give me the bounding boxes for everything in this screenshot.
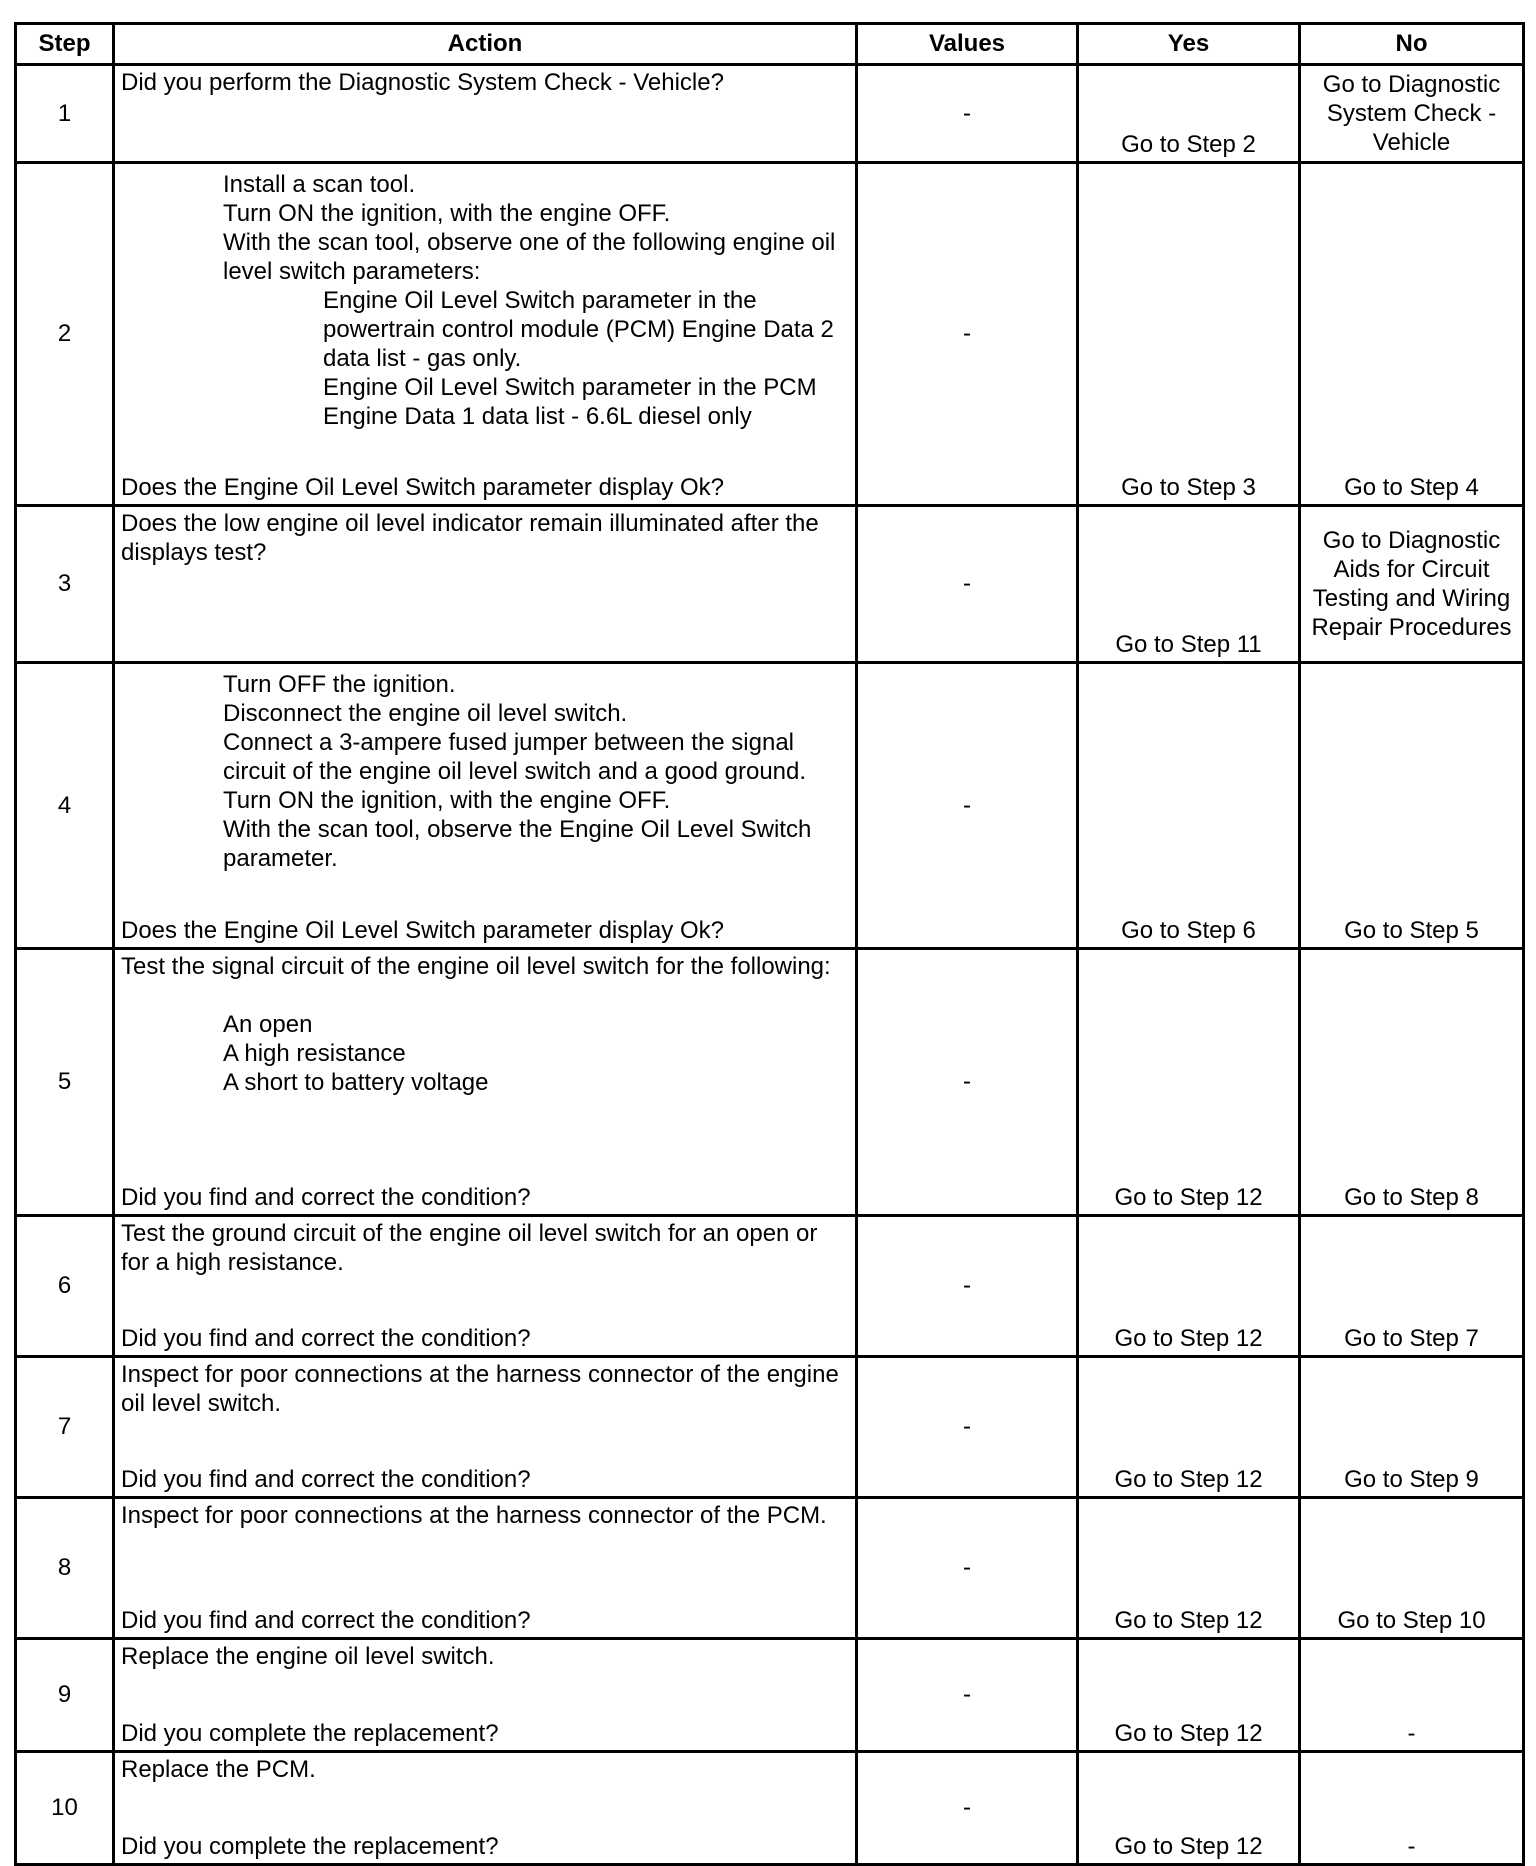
values-cell: - [857, 163, 1078, 506]
action-cell [114, 1357, 857, 1498]
action-question: Did you find and correct the condition? [121, 1466, 531, 1493]
action-cell [114, 1639, 857, 1752]
no-cell: - [1300, 1752, 1524, 1865]
action-subitem: Engine Oil Level Switch parameter in the powertrain control module (PCM) Engine Data 2 data list - gas only. [323, 287, 834, 372]
step-number: 2 [16, 163, 114, 506]
yes-cell: Go to Step 2 [1078, 65, 1300, 163]
action-intro: Inspect for poor connections at the harness connector of the PCM. [121, 1502, 827, 1529]
yes-cell: Go to Step 11 [1078, 506, 1300, 663]
values-cell: - [857, 949, 1078, 1216]
values-cell: - [857, 1498, 1078, 1639]
table-row [16, 1752, 1524, 1865]
action-question: Did you find and correct the condition? [121, 1325, 531, 1352]
yes-cell: Go to Step 12 [1078, 1498, 1300, 1639]
no-cell: Go to Diagnostic Aids for Circuit Testing and Wiring Repair Procedures [1300, 506, 1524, 663]
action-cell [114, 163, 857, 506]
values-cell: - [857, 663, 1078, 949]
header-values: Values [857, 24, 1078, 65]
action-intro: Test the ground circuit of the engine oil level switch for an open or for a high resistance. [121, 1220, 818, 1276]
table-row [16, 663, 1524, 949]
step-number: 1 [16, 65, 114, 163]
table-row [16, 1498, 1524, 1639]
header-row [16, 24, 1524, 65]
action-item: With the scan tool, observe one of the following engine oil level switch parameters: [223, 229, 836, 285]
action-item: Disconnect the engine oil level switch. [223, 700, 628, 727]
action-item: Turn ON the ignition, with the engine OFF. [223, 787, 671, 814]
action-item: A high resistance [223, 1040, 406, 1067]
action-question: Does the Engine Oil Level Switch parameter display Ok? [121, 917, 724, 944]
header-step: Step [16, 24, 114, 65]
action-item: Connect a 3-ampere fused jumper between the signal circuit of the engine oil level switch and a good ground. [223, 729, 807, 785]
header-no: No [1300, 24, 1524, 65]
no-cell: Go to Step 9 [1300, 1357, 1524, 1498]
header-yes: Yes [1078, 24, 1300, 65]
yes-cell: Go to Step 12 [1078, 1216, 1300, 1357]
action-question: Did you find and correct the condition? [121, 1184, 531, 1211]
action-subitem: Engine Oil Level Switch parameter in the PCM Engine Data 1 data list - 6.6L diesel only [323, 374, 817, 430]
action-cell [114, 506, 857, 663]
yes-cell: Go to Step 12 [1078, 949, 1300, 1216]
table-row [16, 1216, 1524, 1357]
action-question: Did you perform the Diagnostic System Check - Vehicle? [121, 69, 724, 96]
yes-cell: Go to Step 12 [1078, 1639, 1300, 1752]
step-number: 4 [16, 663, 114, 949]
values-cell: - [857, 506, 1078, 663]
action-cell [114, 1216, 857, 1357]
action-cell [114, 949, 857, 1216]
no-cell: Go to Step 7 [1300, 1216, 1524, 1357]
action-intro: Replace the PCM. [121, 1756, 316, 1783]
no-cell: Go to Step 4 [1300, 163, 1524, 506]
action-question: Does the Engine Oil Level Switch parameter display Ok? [121, 474, 724, 501]
action-question: Did you find and correct the condition? [121, 1607, 531, 1634]
action-question: Does the low engine oil level indicator remain illuminated after the displays test? [121, 510, 819, 566]
yes-cell: Go to Step 12 [1078, 1752, 1300, 1865]
action-question: Did you complete the replacement? [121, 1720, 499, 1747]
table-row [16, 1639, 1524, 1752]
action-item: Turn OFF the ignition. [223, 671, 456, 698]
table-row [16, 949, 1524, 1216]
action-cell [114, 65, 857, 163]
no-cell: Go to Diagnostic System Check - Vehicle [1300, 65, 1524, 163]
table-row [16, 1357, 1524, 1498]
action-cell [114, 663, 857, 949]
action-item: An open [223, 1011, 313, 1038]
table-row [16, 506, 1524, 663]
step-number: 9 [16, 1639, 114, 1752]
action-intro: Test the signal circuit of the engine oil level switch for the following: [121, 953, 831, 980]
values-cell: - [857, 1216, 1078, 1357]
values-cell: - [857, 1639, 1078, 1752]
yes-cell: Go to Step 6 [1078, 663, 1300, 949]
step-number: 10 [16, 1752, 114, 1865]
action-item: A short to battery voltage [223, 1069, 489, 1096]
diagnostic-table [14, 22, 1525, 1866]
table-row [16, 65, 1524, 163]
values-cell: - [857, 1752, 1078, 1865]
action-cell [114, 1752, 857, 1865]
step-number: 8 [16, 1498, 114, 1639]
yes-cell: Go to Step 12 [1078, 1357, 1300, 1498]
values-cell: - [857, 1357, 1078, 1498]
action-cell [114, 1498, 857, 1639]
step-number: 7 [16, 1357, 114, 1498]
yes-cell: Go to Step 3 [1078, 163, 1300, 506]
step-number: 5 [16, 949, 114, 1216]
no-cell: - [1300, 1639, 1524, 1752]
no-cell: Go to Step 5 [1300, 663, 1524, 949]
table-row [16, 163, 1524, 506]
action-item: Turn ON the ignition, with the engine OFF. [223, 200, 671, 227]
values-cell: - [857, 65, 1078, 163]
step-number: 6 [16, 1216, 114, 1357]
action-item: Install a scan tool. [223, 171, 416, 198]
step-number: 3 [16, 506, 114, 663]
no-cell: Go to Step 10 [1300, 1498, 1524, 1639]
action-intro: Replace the engine oil level switch. [121, 1643, 495, 1670]
no-cell: Go to Step 8 [1300, 949, 1524, 1216]
action-item: With the scan tool, observe the Engine Oil Level Switch parameter. [223, 816, 812, 872]
action-question: Did you complete the replacement? [121, 1833, 499, 1860]
action-intro: Inspect for poor connections at the harness connector of the engine oil level switch. [121, 1361, 839, 1417]
header-action: Action [114, 24, 857, 65]
